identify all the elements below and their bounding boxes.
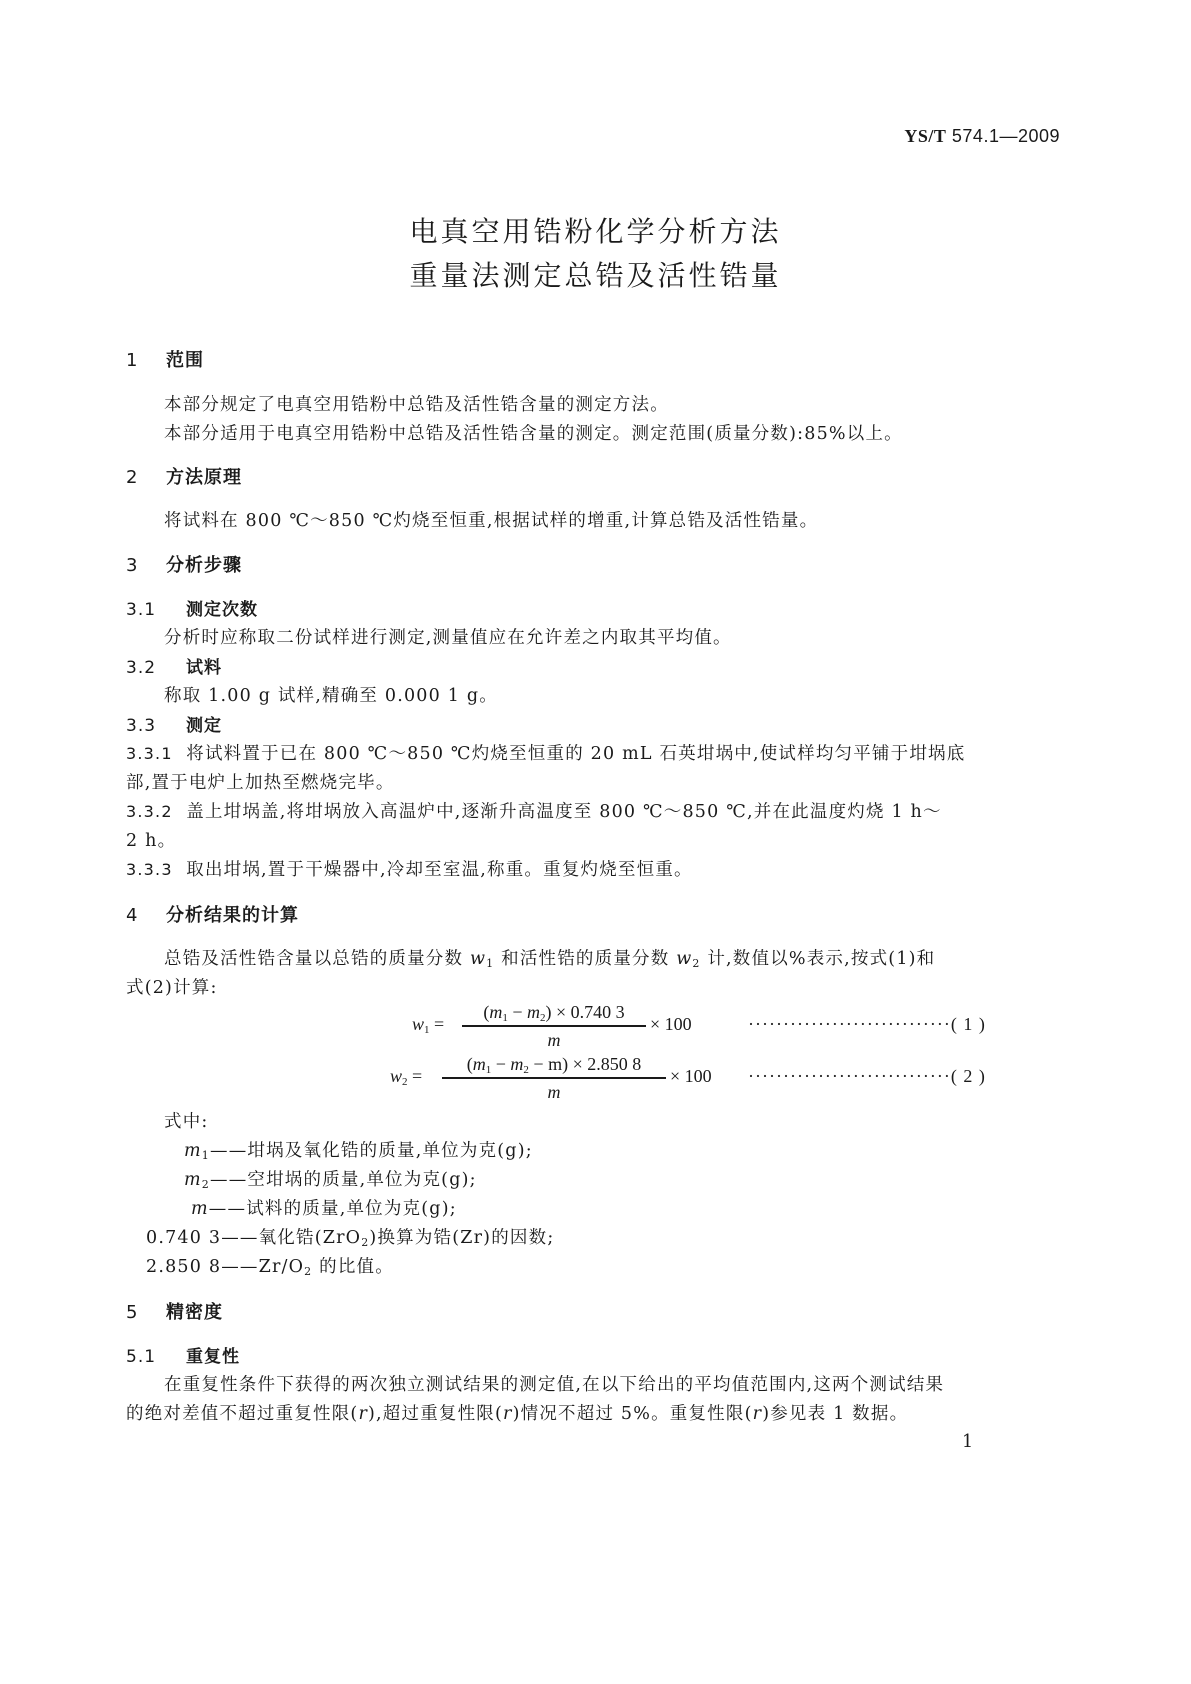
clause-3-3-2-line-2: 2 h。 bbox=[126, 831, 177, 851]
section-4-intro-line-1: 总锆及活性锆含量以总锆的质量分数 $w_1$ 和活性锆的质量分数 $w_2$ 计,数值以%表示,按式(1)和 bbox=[164, 949, 936, 970]
eq1-number: ·····························( 1 ) bbox=[748, 1014, 986, 1034]
doc-title-line1: 电真空用锆粉化学分析方法 bbox=[409, 215, 782, 248]
section-1-para-1: 本部分规定了电真空用锆粉中总锆及活性锆含量的测定方法。 bbox=[164, 395, 669, 415]
eq2-fraction-bar bbox=[442, 1077, 666, 1079]
section-4-heading: 4 分析结果的计算 bbox=[126, 905, 299, 926]
eq1-numerator: $(m_1 - m_2) \times 0.740$ 3 bbox=[483, 1002, 625, 1024]
eq2-denominator: m bbox=[547, 1082, 561, 1102]
eq2-number: ·····························( 2 ) bbox=[748, 1066, 986, 1086]
clause-3-3-2-line-1: 3.3.2 盖上坩埚盖,将坩埚放入高温炉中,逐渐升高温度至 800 ℃～850 ℃,并在此温度灼烧 1 h～ bbox=[126, 802, 942, 822]
where-label: 式中: bbox=[164, 1112, 209, 1132]
eq2-times-100: × 100 bbox=[670, 1066, 712, 1086]
section-1-para-2: 本部分适用于电真空用锆粉中总锆及活性锆含量的测定。测定范围(质量分数):85%以上。 bbox=[164, 424, 903, 444]
clause-3-3-3: 3.3.3 取出坩埚,置于干燥器中,冷却至室温,称重。重复灼烧至恒重。 bbox=[126, 860, 693, 880]
eq1-times-100: × 100 bbox=[650, 1014, 692, 1034]
section-5-1-line-2: 的绝对差值不超过重复性限(r),超过重复性限(r)情况不超过 5%。重复性限(r)参见表 1 数据。 bbox=[126, 1404, 909, 1424]
subsection-3-3-heading: 3.3 测定 bbox=[126, 716, 222, 736]
eq1-fraction-bar bbox=[462, 1025, 646, 1027]
subsection-3-1-text: 分析时应称取二份试样进行测定,测量值应在允许差之内取其平均值。 bbox=[164, 628, 732, 648]
subsection-3-2-text: 称取 1.00 g 试样,精确至 0.000 1 g。 bbox=[164, 686, 498, 706]
def-m2: $m_2——$空坩埚的质量,单位为克(g); bbox=[184, 1170, 477, 1191]
def-m: m——试料的质量,单位为克(g); bbox=[191, 1199, 457, 1219]
standard-code: YS/T 574.1—2009 bbox=[904, 126, 1060, 146]
def-factor-0-7403: 0.740 3——氧化锆(ZrO$_2$)换算为锆(Zr)的因数; bbox=[146, 1228, 555, 1249]
eq1-lhs: $w_1$ = bbox=[412, 1014, 445, 1036]
section-4-intro-line-2: 式(2)计算: bbox=[126, 978, 218, 998]
doc-title-line2: 重量法测定总锆及活性锆量 bbox=[409, 259, 782, 292]
def-factor-2-8508: 2.850 $8——Zr/O_2$ 的比值。 bbox=[146, 1257, 394, 1278]
page-number: 1 bbox=[962, 1432, 975, 1452]
subsection-3-2-heading: 3.2 试料 bbox=[126, 658, 222, 678]
section-1-heading: 1 范围 bbox=[126, 350, 204, 371]
def-m1: $m_1——$坩埚及氧化锆的质量,单位为克(g); bbox=[184, 1141, 533, 1162]
section-5-1-line-1: 在重复性条件下获得的两次独立测试结果的测定值,在以下给出的平均值范围内,这两个测试结果 bbox=[164, 1375, 945, 1395]
section-2-heading: 2 方法原理 bbox=[126, 467, 242, 488]
section-2-para-1: 将试料在 800 ℃～850 ℃灼烧至恒重,根据试样的增重,计算总锆及活性锆量。 bbox=[164, 511, 819, 531]
clause-3-3-1-line-2: 部,置于电炉上加热至燃烧完毕。 bbox=[126, 773, 395, 793]
section-3-heading: 3 分析步骤 bbox=[126, 555, 242, 576]
clause-3-3-1-line-1: 3.3.1 将试料置于已在 800 ℃～850 ℃灼烧至恒重的 20 mL 石英坩埚中,使试样均匀平铺于坩埚底 bbox=[126, 744, 966, 764]
subsection-5-1-heading: 5.1 重复性 bbox=[126, 1347, 240, 1367]
subsection-3-1-heading: 3.1 测定次数 bbox=[126, 600, 258, 620]
eq1-denominator: m bbox=[547, 1030, 561, 1050]
eq2-numerator: $(m_1 - m_2 - m) \times 2.850$ 8 bbox=[466, 1054, 642, 1076]
eq2-lhs: $w_2$ = bbox=[390, 1066, 423, 1088]
section-5-heading: 5 精密度 bbox=[126, 1302, 223, 1323]
